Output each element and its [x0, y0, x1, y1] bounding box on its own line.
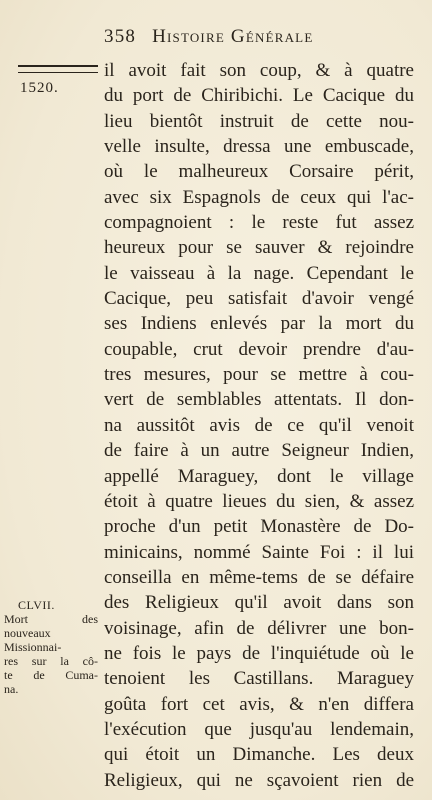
text-line: proche d'un petit Monastère de Do- [104, 516, 414, 538]
text-line: minicains, nommé Sainte Foi : il lui [104, 541, 414, 563]
text-line: qui étoit un Dimanche. Les deux [104, 744, 414, 766]
text-line: ne fois le pays de l'inquiétude où le [104, 642, 414, 664]
margin-note-line: nouveaux [4, 626, 51, 640]
text-line: vert de semblables attentats. Il don- [104, 389, 414, 411]
text-line: l'exécution que jusqu'au lendemain, [104, 718, 414, 740]
margin-note-line: Missionnai- [4, 640, 62, 654]
text-line: il avoit fait son coup, & à quatre [104, 60, 414, 81]
margin-rule-ornament [18, 65, 98, 73]
margin-note-line: Mort des [4, 612, 98, 626]
margin-note-line: CLVII. [18, 598, 55, 612]
text-line: tres mesures, pour se mettre à cou- [104, 364, 414, 386]
page-number: 358 [104, 26, 137, 47]
text-line: coupable, crut devoir prendre d'au- [104, 338, 414, 360]
text-line: heureux pour se sauver & rejoindre [104, 237, 414, 259]
text-line: où le malheureux Corsaire périt, [104, 161, 414, 183]
margin-year: 1520. [20, 80, 59, 96]
margin-note [4, 598, 98, 696]
text-line: Cacique, peu satisfait d'avoir vengé [104, 288, 414, 310]
text-line: étoit à quatre lieues du sien, & assez [104, 490, 414, 512]
text-line: lieu bientôt instruit de cette nou- [104, 110, 414, 132]
margin-note-line: res sur la cô- [4, 654, 98, 668]
text-line: voisinage, afin de délivrer une bon- [104, 617, 414, 639]
text-line: appellé Maraguey, dont le village [104, 465, 414, 487]
text-line: tenoient les Castillans. Maraguey [104, 668, 414, 690]
running-header [104, 26, 404, 48]
text-line: ses Indiens enlevés par la mort du [104, 313, 414, 335]
text-line: velle insulte, dressa une embuscade, [104, 136, 414, 158]
text-line: du port de Chiribichi. Le Cacique du [104, 85, 414, 107]
text-line: conseilla en même-tems de se défaire [104, 566, 414, 588]
text-line: Religieux, qui ne sçavoient rien de [104, 769, 414, 791]
running-title: Histoire Générale [152, 26, 314, 47]
text-line: de faire à un autre Seigneur Indien, [104, 440, 414, 462]
text-line: le vaisseau à la nage. Cependant le [104, 262, 414, 284]
text-line: des Religieux qu'il avoit dans son [104, 592, 414, 614]
text-line: compagnoient : le reste fut assez [104, 212, 414, 234]
margin-note-line: na. [4, 682, 19, 696]
text-line: na aussitôt avis de ce qu'il venoit [104, 414, 414, 436]
text-line: avec six Espagnols de ceux qui l'ac- [104, 186, 414, 208]
body-text [104, 58, 414, 793]
margin-note-line: te de Cuma- [4, 668, 98, 682]
text-line: goûta fort cet avis, & n'en differa [104, 693, 414, 715]
